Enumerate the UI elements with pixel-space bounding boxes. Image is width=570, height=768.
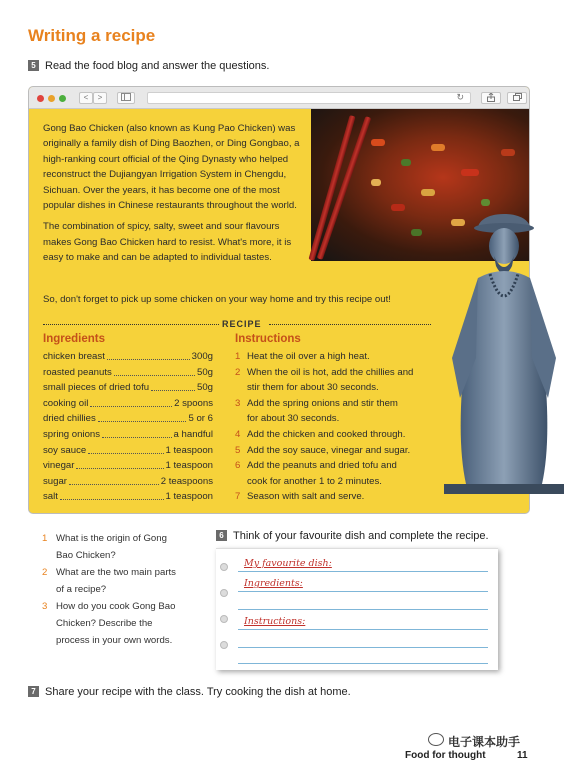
instruction-step [235, 443, 435, 459]
step-text: When the oil is hot, add the chillies and [247, 366, 414, 378]
writing-line[interactable] [238, 591, 488, 592]
step-number: 6 [235, 460, 241, 472]
ingredient-quantity: 50g [196, 382, 213, 394]
step-number: 1 [235, 351, 241, 362]
ingredient-quantity: 1 teaspoon [165, 460, 213, 472]
leader-dots [76, 458, 163, 469]
step-text: stir them for about 30 seconds. [247, 382, 379, 394]
ingredient-row [43, 443, 213, 458]
ingredient-row [43, 458, 213, 473]
recipe-banner [43, 319, 431, 329]
writing-line[interactable] [238, 663, 488, 664]
step-text: Heat the oil over a high heat. [247, 351, 370, 362]
tabs-icon[interactable] [507, 92, 527, 104]
divider [43, 324, 219, 325]
ingredient-name: dried chillies [43, 413, 96, 425]
minimize-dot-icon[interactable] [48, 95, 55, 102]
ingredient-name: roasted peanuts [43, 366, 112, 378]
task-5 [28, 60, 269, 72]
ingredients-heading: Ingredients [43, 333, 105, 345]
ingredient-row [43, 411, 213, 426]
ingredient-row [43, 349, 213, 364]
step-text: Add the peanuts and dried tofu and [247, 460, 397, 472]
instruction-step [235, 458, 435, 489]
ingredient-name: sugar [43, 475, 67, 487]
question-text: How do you cook Gong Bao Chicken? Describe the process in your own words. [56, 601, 176, 646]
leader-dots [90, 396, 172, 407]
task-instruction: Think of your favourite dish and complete the recipe. [233, 530, 489, 542]
task-instruction: Share your recipe with the class. Try cooking the dish at home. [45, 686, 351, 698]
forward-button[interactable]: > [93, 92, 107, 104]
ingredient-name: vinegar [43, 460, 75, 472]
instructions-heading: Instructions [235, 333, 301, 345]
leader-dots [151, 380, 195, 391]
question-item [42, 598, 180, 649]
address-bar[interactable] [147, 92, 471, 104]
writing-line[interactable] [238, 629, 488, 630]
step-text: Add the chicken and cooked through. [247, 429, 406, 440]
ingredient-name: chicken breast [43, 351, 105, 362]
leader-dots [60, 489, 164, 500]
instructions-label: Instructions: [244, 616, 306, 627]
blog-paragraph: The combination of spicy, salty, sweet and sour flavours makes Gong Bao Chicken hard to resist. What's more, it is easy to make and can be adapted to individual tastes. [43, 221, 292, 264]
wechat-icon [428, 733, 444, 746]
step-number: 7 [235, 491, 241, 503]
question-item [42, 530, 180, 564]
page-title: Writing a recipe [28, 26, 156, 45]
recipe-notepad [216, 548, 498, 670]
close-dot-icon[interactable] [37, 95, 44, 102]
ingredient-name: spring onions [43, 429, 101, 440]
ingredient-row [43, 474, 213, 489]
task-7 [28, 686, 351, 698]
question-text: What are the two main parts of a recipe? [56, 567, 176, 595]
leader-dots [88, 443, 163, 454]
step-text: Add the soy sauce, vinegar and sugar. [247, 444, 411, 456]
instruction-step [235, 427, 435, 443]
ingredient-name: salt [43, 491, 58, 503]
binder-hole [220, 641, 228, 649]
watermark: 电子课本助手 [448, 735, 521, 749]
browser-toolbar [29, 87, 529, 109]
ingredient-name: cooking oil [43, 397, 89, 409]
maximize-dot-icon[interactable] [59, 95, 66, 102]
blog-closing-line: So, don't forget to pick up some chicken on your way home and try this recipe out! [43, 294, 391, 305]
ingredient-quantity: 5 or 6 [188, 413, 213, 425]
instruction-step [235, 349, 435, 365]
leader-dots [114, 365, 195, 376]
question-item [42, 564, 180, 598]
binder-hole [220, 589, 228, 597]
ingredient-name: small pieces of dried tofu [43, 382, 150, 394]
step-text: Add the spring onions and stir them [247, 397, 398, 409]
task-6 [216, 530, 489, 542]
ding-baozhen-statue-image [438, 208, 570, 498]
ingredient-quantity: 2 teaspoons [160, 475, 213, 487]
ingredient-quantity: 1 teaspoon [165, 491, 213, 503]
divider [269, 324, 431, 325]
step-text: for about 30 seconds. [247, 413, 340, 425]
blog-text [43, 121, 309, 272]
leader-dots [69, 474, 159, 485]
page-number: 11 [517, 750, 528, 761]
ingredient-row [43, 489, 213, 504]
instruction-step [235, 396, 435, 427]
task-number: 6 [216, 530, 227, 541]
ingredient-quantity: a handful [173, 429, 213, 440]
footer-title: Food for thought [405, 750, 486, 761]
ingredient-quantity: 2 spoons [174, 397, 213, 409]
task-number: 7 [28, 686, 39, 697]
ingredient-row [43, 380, 213, 395]
step-number: 3 [235, 397, 241, 409]
share-icon[interactable] [481, 92, 501, 104]
question-number: 3 [42, 601, 48, 612]
sidebar-icon[interactable] [117, 92, 135, 104]
ingredient-quantity: 50g [196, 366, 213, 378]
favourite-dish-label: My favourite dish: [244, 558, 332, 569]
reload-icon[interactable]: ↻ [456, 92, 464, 102]
ingredient-row [43, 396, 213, 411]
instruction-step [235, 365, 435, 396]
ingredients-label: Ingredients: [244, 578, 303, 589]
writing-line[interactable] [238, 571, 488, 572]
task-instruction: Read the food blog and answer the questions. [45, 60, 270, 72]
back-button[interactable]: < [79, 92, 93, 104]
question-text: What is the origin of Gong Bao Chicken? [56, 533, 167, 561]
ingredient-row [43, 365, 213, 380]
leader-dots [102, 427, 171, 438]
question-number: 1 [42, 533, 48, 544]
step-text: cook for another 1 to 2 minutes. [247, 475, 382, 487]
writing-line[interactable] [238, 609, 488, 610]
ingredient-name: soy sauce [43, 444, 87, 456]
step-number: 5 [235, 444, 241, 456]
writing-line[interactable] [238, 647, 488, 648]
task-number: 5 [28, 60, 39, 71]
blog-paragraph: Gong Bao Chicken (also known as Kung Pao Chicken) was originally a family dish of Ding Baozhen, or Ding Gongbao, a high-ranking court official of the Qing Dynasty who helped reconstruct the Dujiangyan Irrigation System in Chengdu, Sichuan. Over the years, it has become one of the most popular dishes in Chinese restaurants throughout the world. [43, 123, 300, 212]
step-number: 4 [235, 429, 241, 440]
binder-hole [220, 563, 228, 571]
leader-dots [98, 411, 187, 422]
step-text: Season with salt and serve. [247, 491, 365, 503]
step-number: 2 [235, 366, 241, 378]
instruction-step [235, 489, 435, 505]
question-number: 2 [42, 567, 48, 578]
ingredient-quantity: 1 teaspoon [165, 444, 213, 456]
recipe-heading: RECIPE [219, 319, 265, 329]
ingredient-quantity: 300g [191, 351, 213, 362]
ingredient-row [43, 427, 213, 442]
leader-dots [107, 349, 190, 360]
binder-hole [220, 615, 228, 623]
